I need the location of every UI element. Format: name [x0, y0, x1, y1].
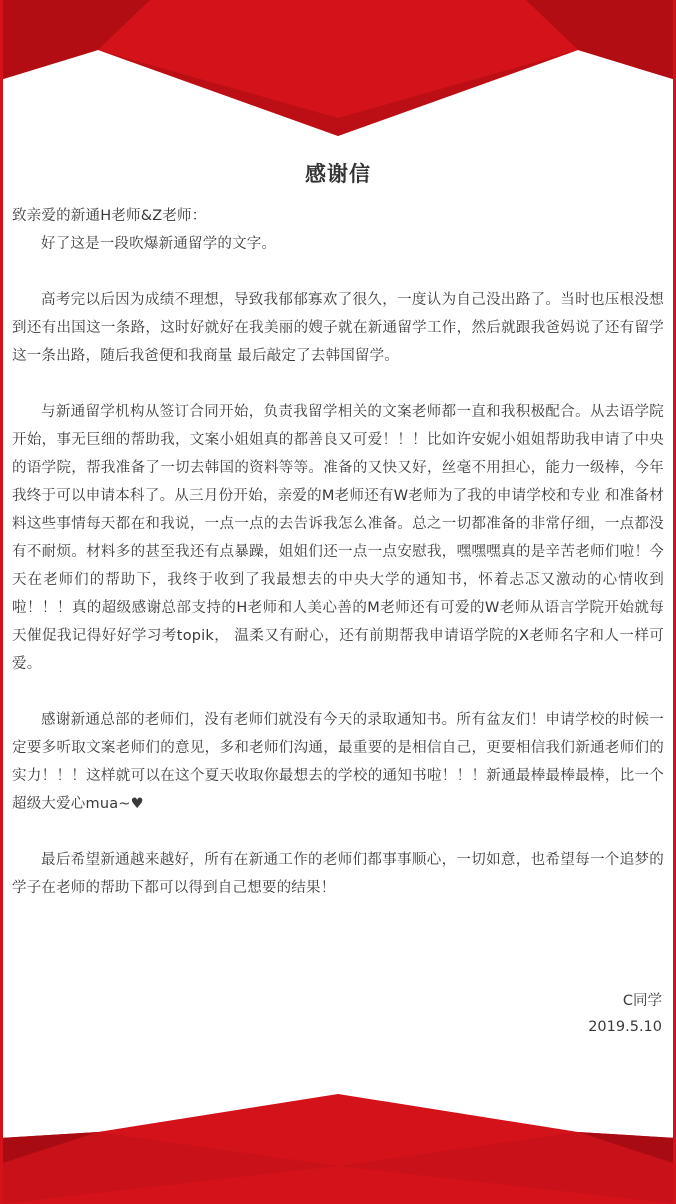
footer-decoration [0, 1094, 676, 1204]
header-decoration [0, 0, 676, 140]
signature-block [588, 988, 662, 1040]
letter-body [12, 202, 664, 930]
signature-name: C同学 [622, 993, 662, 1009]
paragraph-thanks: 感谢新通总部的老师们，没有老师们就没有今天的录取通知书。所有盆友们！申请学校的时候一定要多听取文案老师们的意见，多和老师们沟通，最重要的是相信自己，更要相信我们新通老师们的实力！！！这样就可以在这个夏天收取你最想去的学校的通知书啦！！！新通最棒最棒最棒，比一个超级大爱心mua~♥ [12, 712, 664, 812]
paragraph-wishes: 最后希望新通越来越好，所有在新通工作的老师们都事事顺心，一切如意，也希望每一个追梦的学子在老师的帮助下都可以得到自己想要的结果！ [12, 852, 664, 896]
letter-title: 感谢信 [305, 162, 371, 186]
paragraph-process: 与新通留学机构从签订合同开始，负责我留学相关的文案老师都一直和我积极配合。从去语学院开始，事无巨细的帮助我，文案小姐姐真的都善良又可爱！！！比如许安妮小姐姐帮助我申请了中央的语学院，帮我准备了一切去韩国的资料等等。准备的又快又好，丝毫不用担心，能力一级棒，今年我终于可以申请本科了。从三月份开始，亲爱的M老师还有W老师为了我的申请学校和专业 和准备材料这些事情每天都在和我说，一点一点的去告诉我怎么准备。总之一切都准备的非常仔细，一点都没有不耐烦。材料多的甚至我还有点暴躁，姐姐们还一点一点安慰我，嘿嘿嘿真的是辛苦老师们啦！今天在老师们的帮助下，我终于收到了我最想去的中央大学的通知书，怀着忐忑又激动的心情收到啦！！！真的超级感谢总部支持的H老师和人美心善的M老师还有可爱的W老师从语言学院开始就每天催促我记得好好学习考topik， 温柔又有耐心，还有前期帮我申请语学院的X老师名字和人一样可爱。 [12, 404, 664, 672]
paragraph-intro: 好了这是一段吹爆新通留学的文字。 [41, 236, 277, 252]
letter-greeting: 致亲爱的新通H老师&Z老师： [12, 208, 207, 224]
paragraph-background: 高考完以后因为成绩不理想，导致我郁郁寡欢了很久，一度认为自己没出路了。当时也压根没想到还有出国这一条路，这时好就好在我美丽的嫂子就在新通留学工作，然后就跟我爸妈说了还有留学这一条出路，随后我爸便和我商量 最后敲定了去韩国留学。 [12, 292, 664, 364]
signature-date: 2019.5.10 [588, 1019, 662, 1035]
